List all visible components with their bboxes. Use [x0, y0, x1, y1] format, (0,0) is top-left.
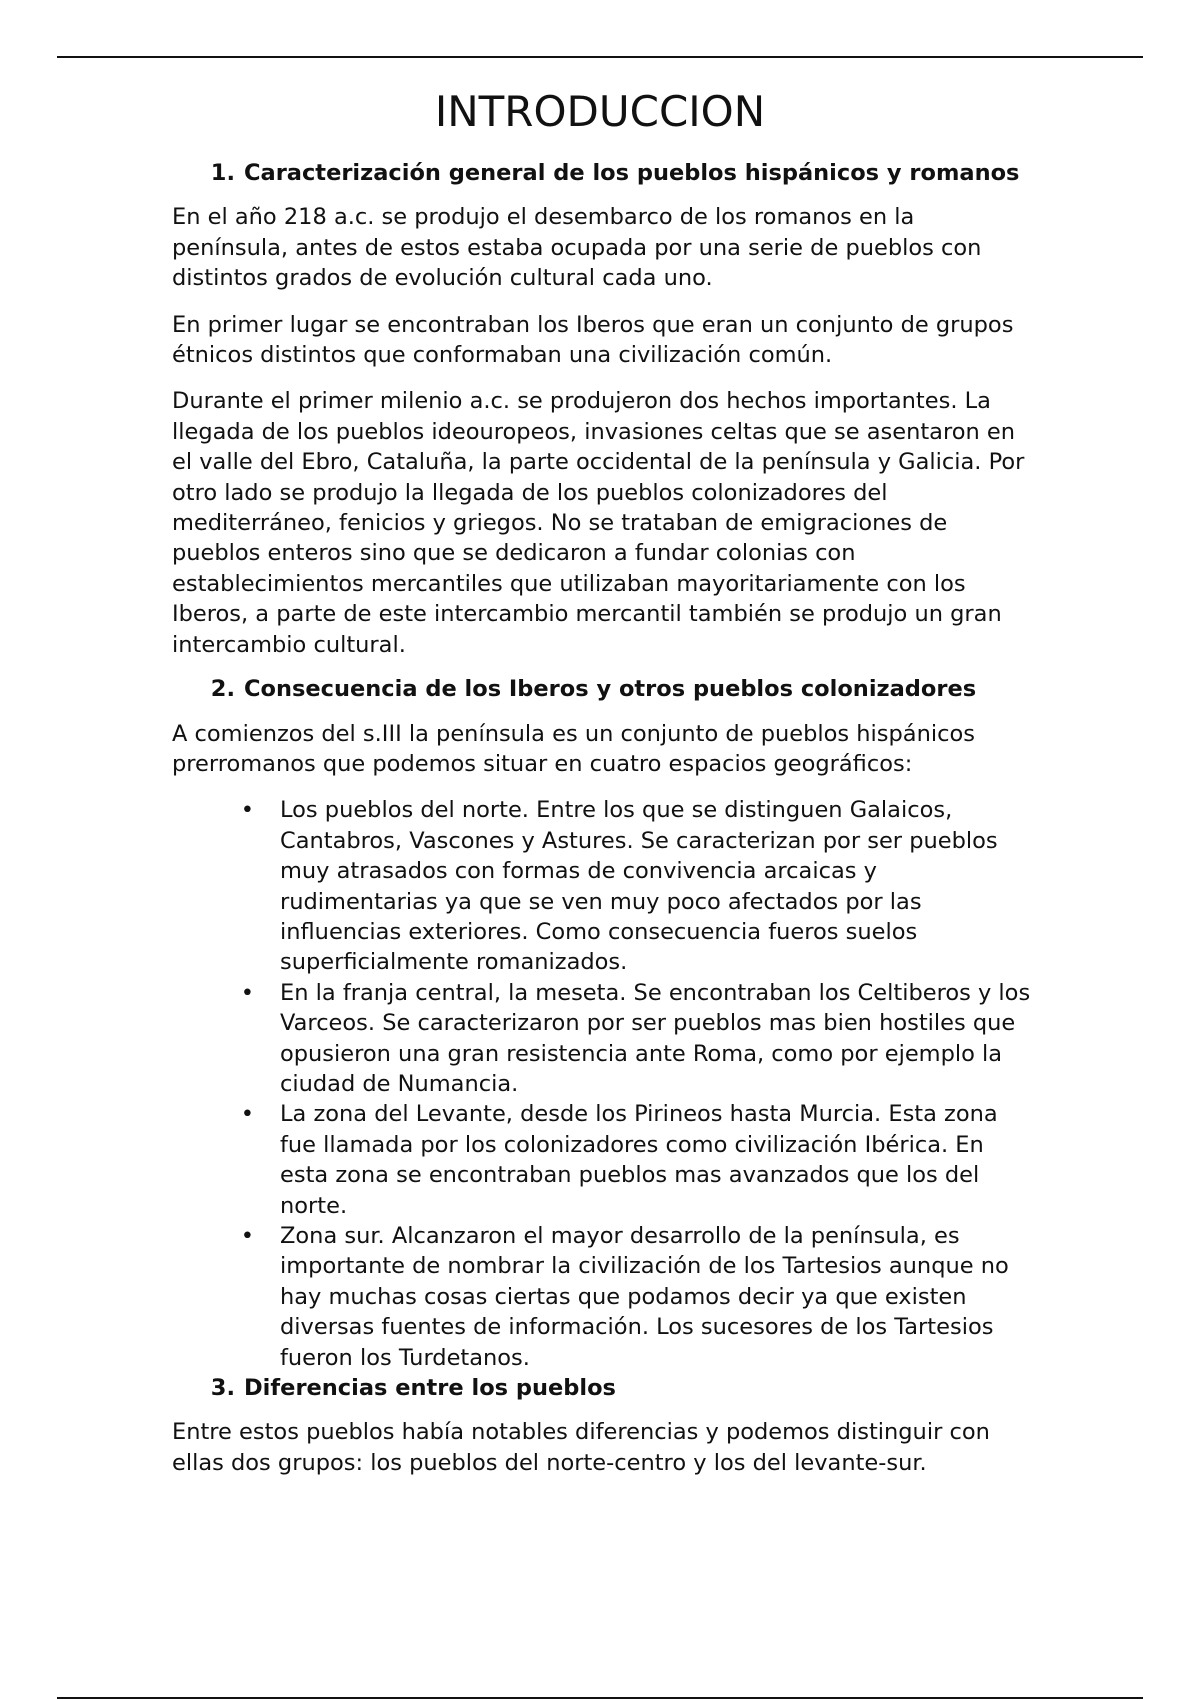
section-number: 3.: [210, 1375, 235, 1402]
bottom-rule: [57, 1697, 1143, 1699]
list-item-text: En la franja central, la meseta. Se encontraban los Celtiberos y los Varceos. Se caracterizaron por ser pueblos mas bien hostiles que opusieron una gran resistencia ante Roma, como por ejemplo la ciudad de Numancia.: [280, 979, 1031, 1097]
paragraph: A comienzos del s.III la península es un conjunto de pueblos hispánicos prerromanos que podemos situar en cuatro espacios geográficos:: [172, 720, 975, 777]
section-number: 1.: [210, 160, 235, 186]
list-item: [172, 1099, 1032, 1221]
page-title: INTRODUCCION: [434, 87, 766, 136]
section-heading-1: [172, 158, 1032, 188]
list-item-text: Los pueblos del norte. Entre los que se distinguen Galaicos, Cantabros, Vascones y Astures. Se caracterizan por ser pueblos muy atrasados con formas de convivencia arcaicas y rudimentarias ya que se ven muy poco afectados por las influencias exteriores. Como consecuencia fueros suelos superficialmente romanizados.: [280, 797, 998, 976]
paragraph: En el año 218 a.c. se produjo el desembarco de los romanos en la península, antes de estos estaba ocupada por una serie de pueblos con distintos grados de evolución cultural cada uno.: [172, 204, 982, 292]
bullet-icon: •: [240, 797, 254, 824]
list-item-text: La zona del Levante, desde los Pirineos hasta Murcia. Esta zona fue llamada por los colonizadores como civilización Ibérica. En esta zona se encontraban pueblos mas avanzados que los del norte.: [280, 1101, 998, 1219]
section-heading-text: Caracterización general de los pueblos hispánicos y romanos: [244, 160, 1020, 186]
paragraph: En primer lugar se encontraban los Iberos que eran un conjunto de grupos étnicos distintos que conformaban una civilización común.: [172, 311, 1014, 369]
section-number: 2.: [210, 676, 235, 703]
top-rule: [57, 56, 1143, 58]
bullet-list: [172, 795, 1032, 1373]
bullet-icon: •: [240, 1101, 254, 1128]
list-item: [172, 1221, 1032, 1373]
bullet-icon: •: [240, 979, 254, 1006]
bullet-icon: •: [240, 1223, 254, 1249]
section-heading-text: Diferencias entre los pueblos: [244, 1375, 616, 1402]
list-item-text: Zona sur. Alcanzaron el mayor desarrollo de la península, es importante de nombrar la civilización de los Tartesios aunque no hay muchas cosas ciertas que podamos decir ya que existen diversas fuentes de información. Los sucesores de los Tartesios fueron los Turdetanos.: [280, 1223, 1009, 1371]
list-item: [172, 978, 1032, 1100]
list-item: [172, 795, 1032, 977]
section-heading-3: [172, 1373, 1032, 1403]
section-heading-2: [172, 674, 1032, 704]
section-heading-text: Consecuencia de los Iberos y otros pueblos colonizadores: [244, 676, 977, 703]
document-body: [172, 158, 1032, 1478]
paragraph: Entre estos pueblos había notables diferencias y podemos distinguir con ellas dos grupos: los pueblos del norte-centro y los del levante-sur.: [172, 1419, 990, 1476]
paragraph: Durante el primer milenio a.c. se produjeron dos hechos importantes. La llegada de los pueblos ideouropeos, invasiones celtas que se asentaron en el valle del Ebro, Cataluña, la parte occidental de la península y Galicia. Por otro lado se produjo la llegada de los pueblos colonizadores del mediterráneo, fenicios y griegos. No se trataban de emigraciones de pueblos enteros sino que se dedicaron a fundar colonias con establecimientos mercantiles que utilizaban mayoritariamente con los Iberos, a parte de este intercambio mercantil también se produjo un gran intercambio cultural.: [172, 388, 1025, 658]
